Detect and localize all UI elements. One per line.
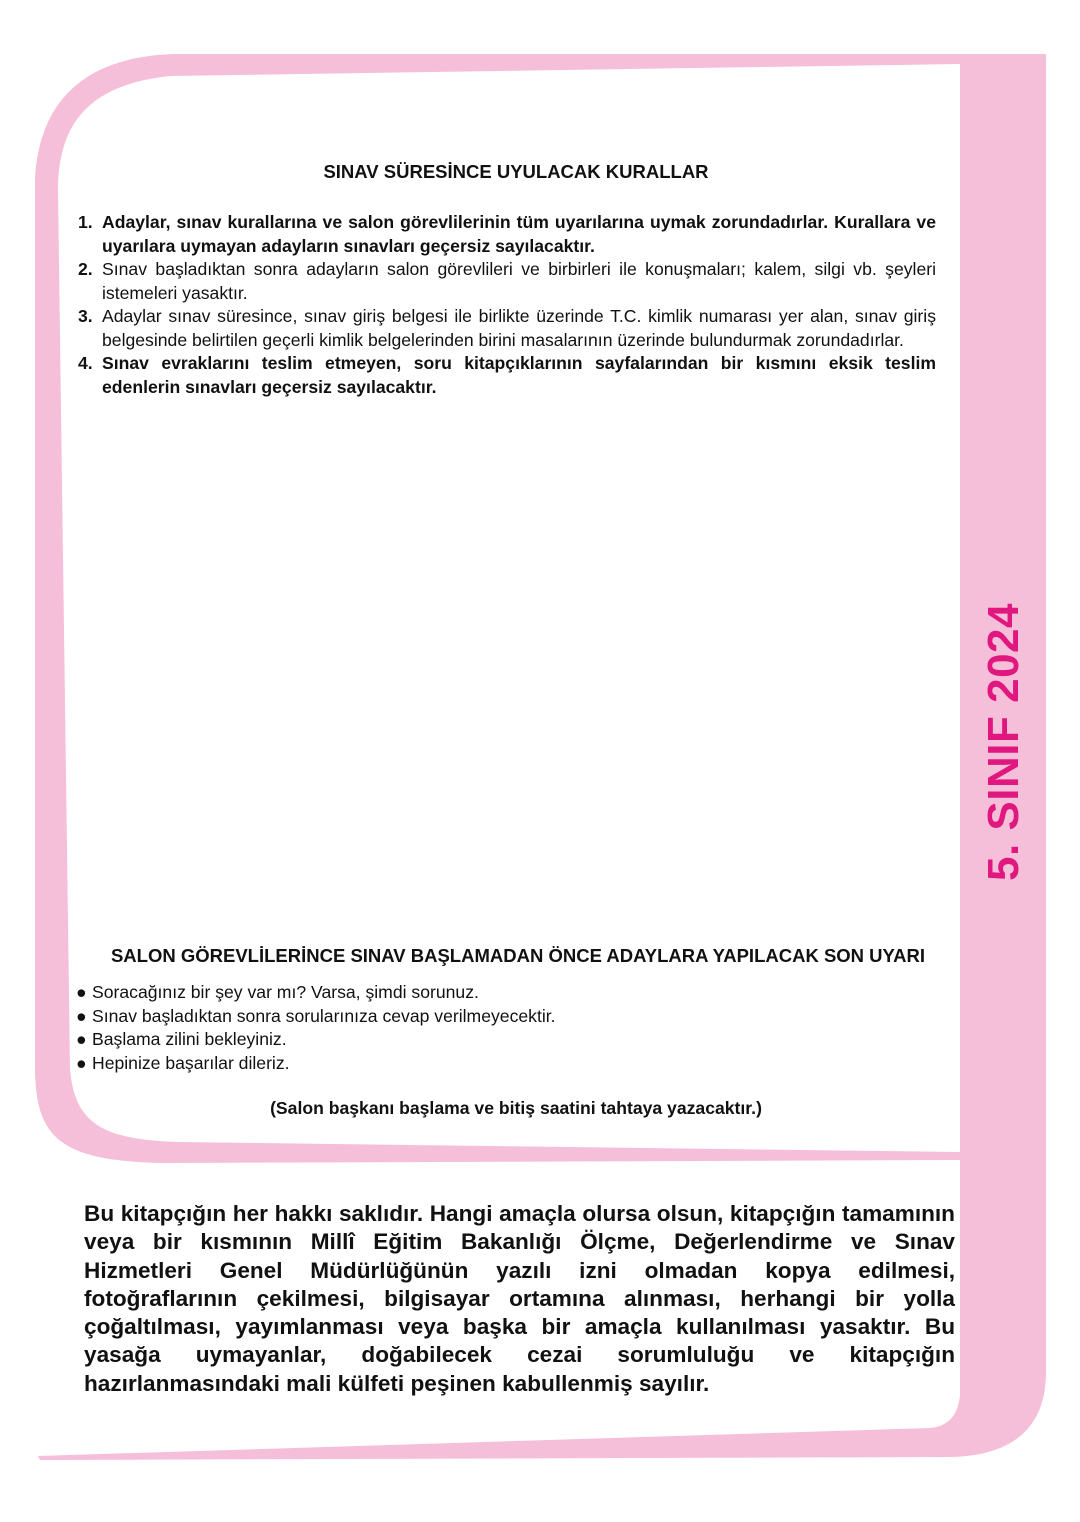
warning-item xyxy=(76,1028,556,1052)
rule-text: Sınav evraklarını teslim etmeyen, soru kitapçıklarının sayfalarından bir kısmını eksik teslim edenlerin sınavları geçersiz sayılacaktır. xyxy=(102,353,936,397)
rule-text: Adaylar sınav süresince, sınav giriş belgesi ile birlikte üzerinde T.C. kimlik numarası yer alan, sınav giriş belgesinde belirtilen geçerli kimlik belgelerinden birini masalarının üzerinde bulundurmak zorundadırlar. xyxy=(102,306,936,350)
copyright-notice: Bu kitapçığın her hakkı saklıdır. Hangi amaçla olursa olsun, kitapçığın tamamının veya bir kısmının Millî Eğitim Bakanlığı Ölçme, Değerlendirme ve Sınav Hizmetleri Genel Müdürlüğünün yazılı izni olmadan kopya edilmesi, fotoğraflarının çekilmesi, bilgisayar ortamına alınması, herhangi bir yolla çoğaltılması, yayımlanması veya başka bir amaçla kullanılması yasaktır. Bu yasağa uymayanlar, doğabilecek cezai sorumluluğu ve kitapçığın hazırlanmasındaki mali külfeti peşinen kabullenmiş sayılır. xyxy=(84,1201,955,1396)
warning-item xyxy=(76,1005,556,1029)
rule-item xyxy=(78,305,936,352)
warning-text: Hepinize başarılar dileriz. xyxy=(92,1052,290,1073)
rule-number: 2. xyxy=(78,259,93,279)
rule-text: Adaylar, sınav kurallarına ve salon görevlilerinin tüm uyarılarına uymak zorundadırlar. Kurallara ve uyarılara uymayan adayların sınavları geçersiz sayılacaktır. xyxy=(102,212,936,256)
rule-number: 3. xyxy=(78,306,93,326)
bullet-icon: ● xyxy=(76,1029,87,1049)
grade-year-label: 5. SINIF 2024 xyxy=(979,603,1028,881)
warning-text: Sınav başladıktan sonra sorularınıza cevap verilmeyecektir. xyxy=(92,1005,556,1026)
warning-item xyxy=(76,1052,556,1076)
final-warning-title: SALON GÖREVLİLERİNCE SINAV BAŞLAMADAN ÖNCE ADAYLARA YAPILACAK SON UYARI xyxy=(110,945,926,966)
warning-text: Soracağınız bir şey var mı? Varsa, şimdi sorunuz. xyxy=(92,982,479,1002)
bullet-icon: ● xyxy=(76,1052,87,1073)
final-warning-list xyxy=(76,981,556,1075)
bullet-icon: ● xyxy=(76,1005,87,1026)
rule-text: Sınav başladıktan sonra adayların salon görevlileri ve birbirleri ile konuşmaları; kalem, silgi vb. şeyleri istemeleri yasaktır. xyxy=(102,259,936,303)
rule-item xyxy=(78,258,936,305)
rule-item xyxy=(78,211,936,258)
bullet-icon: ● xyxy=(76,982,87,1002)
rule-item xyxy=(78,352,936,399)
rule-number: 1. xyxy=(78,212,93,232)
warning-item xyxy=(76,981,556,1005)
rule-number: 4. xyxy=(78,353,93,373)
rules-title: SINAV SÜRESİNCE UYULACAK KURALLAR xyxy=(323,161,709,182)
rules-list xyxy=(78,211,936,399)
salon-head-note: (Salon başkanı başlama ve bitiş saatini tahtaya yazacaktır.) xyxy=(270,1098,762,1118)
warning-text: Başlama zilini bekleyiniz. xyxy=(92,1029,287,1049)
